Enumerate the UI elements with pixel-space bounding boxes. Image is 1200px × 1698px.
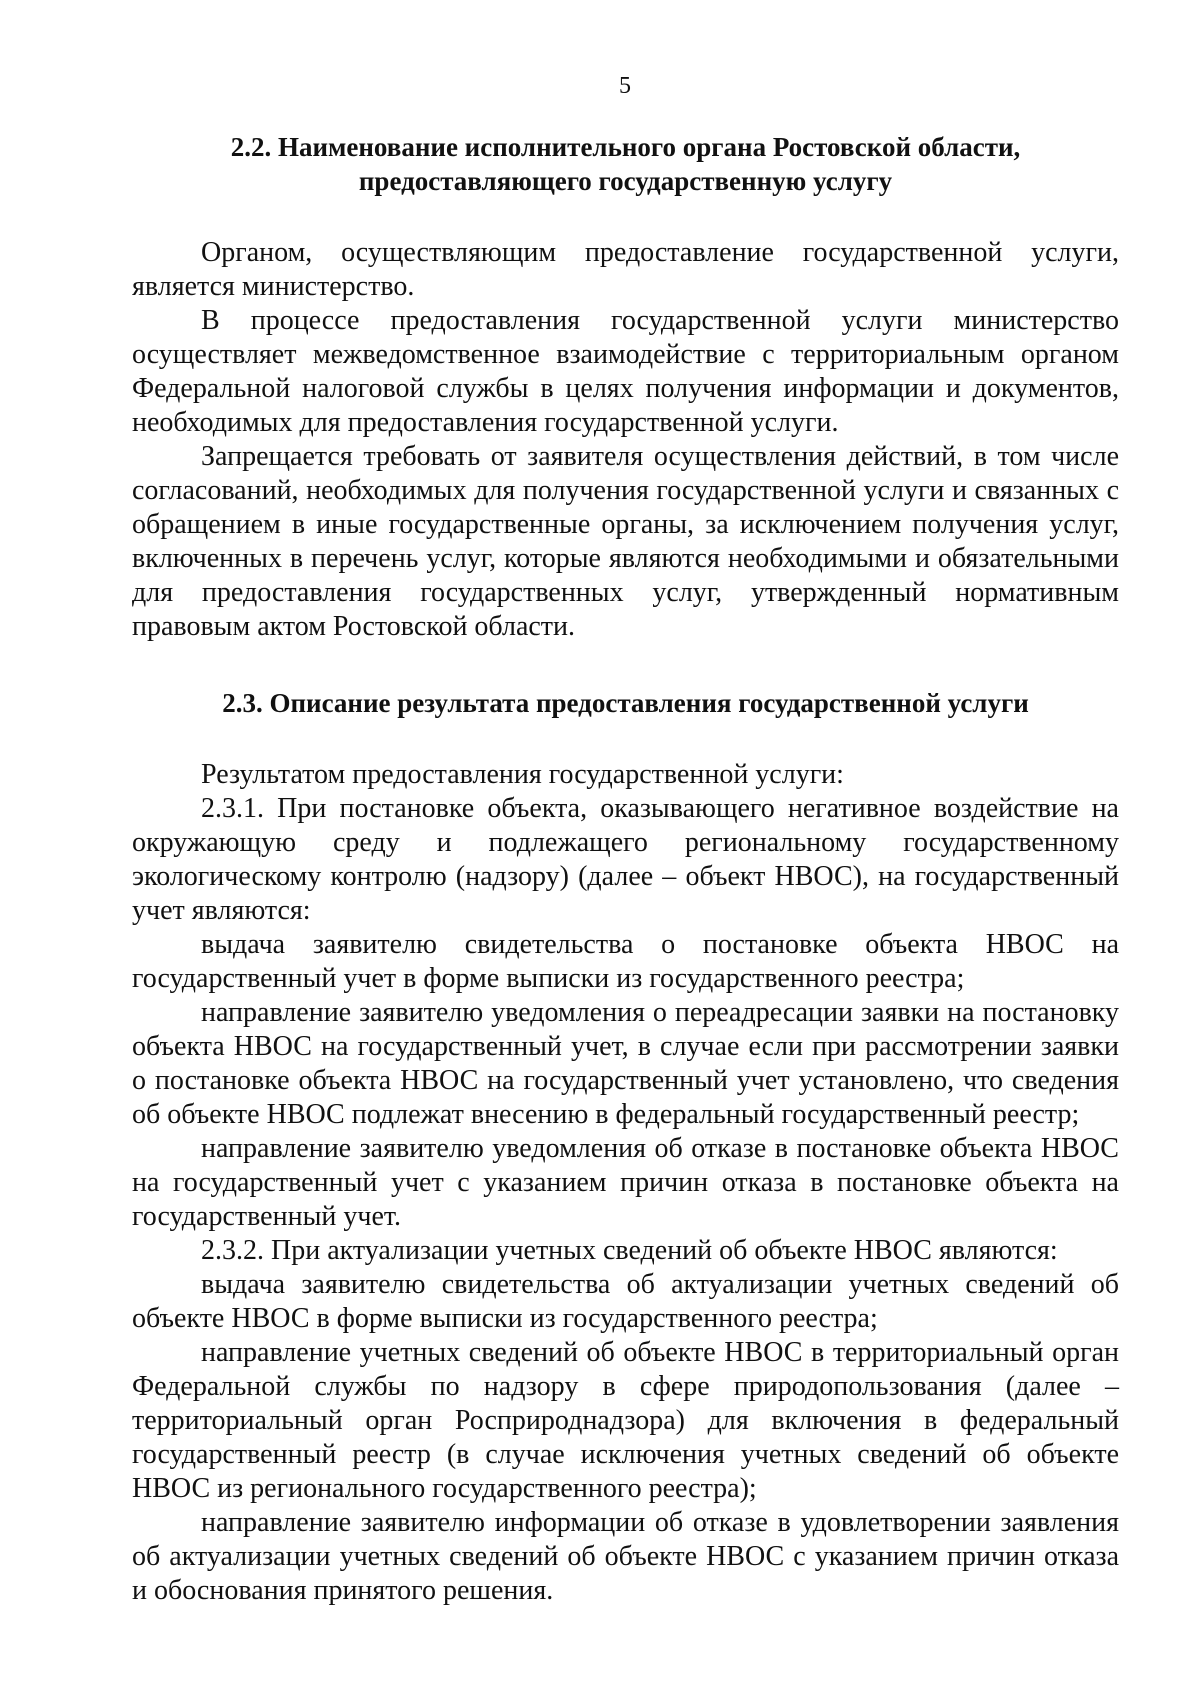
list-paragraph: направление заявителю уведомления о переадресации заявки на постановку объекта НВОС на государственный учет, в случае если при рассмотрении заявки о постановке объекта НВОС на государственный учет установлено, что сведения об объекте НВОС подлежат внесению в федеральный государственный реестр; xyxy=(132,997,1119,1130)
section-2-2-heading-line1: 2.2. Наименование исполнительного органа Ростовской области, xyxy=(230,132,1021,162)
section-2-3-body xyxy=(132,758,1119,1608)
document-content xyxy=(132,122,1119,1608)
list-paragraph: направление заявителю уведомления об отказе в постановке объекта НВОС на государственный учет с указанием причин отказа в постановке объекта на государственный учет. xyxy=(132,1133,1119,1232)
paragraph: 2.3.2. При актуализации учетных сведений об объекте НВОС являются: xyxy=(201,1235,1058,1266)
paragraph: Запрещается требовать от заявителя осуществления действий, в том числе согласований, необходимых для получения государственной услуги и связанных с обращением в иные государственные органы, за исключением получения услуг, включенных в перечень услуг, которые являются необходимыми и обязательными для предоставления государственных услуг, утвержденный нормативным правовым актом Ростовской области. xyxy=(132,441,1119,642)
section-2-2-body xyxy=(132,236,1119,644)
page-number: 5 xyxy=(619,73,631,99)
section-2-2-heading-line2: предоставляющего государственную услугу xyxy=(358,166,893,196)
paragraph: Органом, осуществляющим предоставление государственной услуги, является министерство. xyxy=(132,237,1119,302)
section-2-2-heading xyxy=(132,130,1119,198)
list-paragraph: направление заявителю информации об отказе в удовлетворении заявления об актуализации учетных сведений об объекте НВОС с указанием причин отказа и обоснования принятого решения. xyxy=(132,1507,1119,1606)
paragraph: В процессе предоставления государственной услуги министерство осуществляет межведомственное взаимодействие с территориальным органом Федеральной налоговой службы в целях получения информации и документов, необходимых для предоставления государственной услуги. xyxy=(132,305,1119,438)
paragraph: Результатом предоставления государственной услуги: xyxy=(201,759,844,790)
section-2-3-heading: 2.3. Описание результата предоставления государственной услуги xyxy=(222,688,1029,718)
list-paragraph: выдача заявителю свидетельства о постановке объекта НВОС на государственный учет в форме выписки из государственного реестра; xyxy=(132,929,1119,994)
list-paragraph: выдача заявителю свидетельства об актуализации учетных сведений об объекте НВОС в форме выписки из государственного реестра; xyxy=(132,1269,1119,1334)
list-paragraph: направление учетных сведений об объекте НВОС в территориальный орган Федеральной службы по надзору в сфере природопользования (далее – территориальный орган Росприроднадзора) для включения в федеральный государственный реестр (в случае исключения учетных сведений об объекте НВОС из регионального государственного реестра); xyxy=(132,1337,1119,1504)
paragraph: 2.3.1. При постановке объекта, оказывающего негативное воздействие на окружающую среду и подлежащего региональному государственному экологическому контролю (надзору) (далее – объект НВОС), на государственный учет являются: xyxy=(132,793,1119,926)
